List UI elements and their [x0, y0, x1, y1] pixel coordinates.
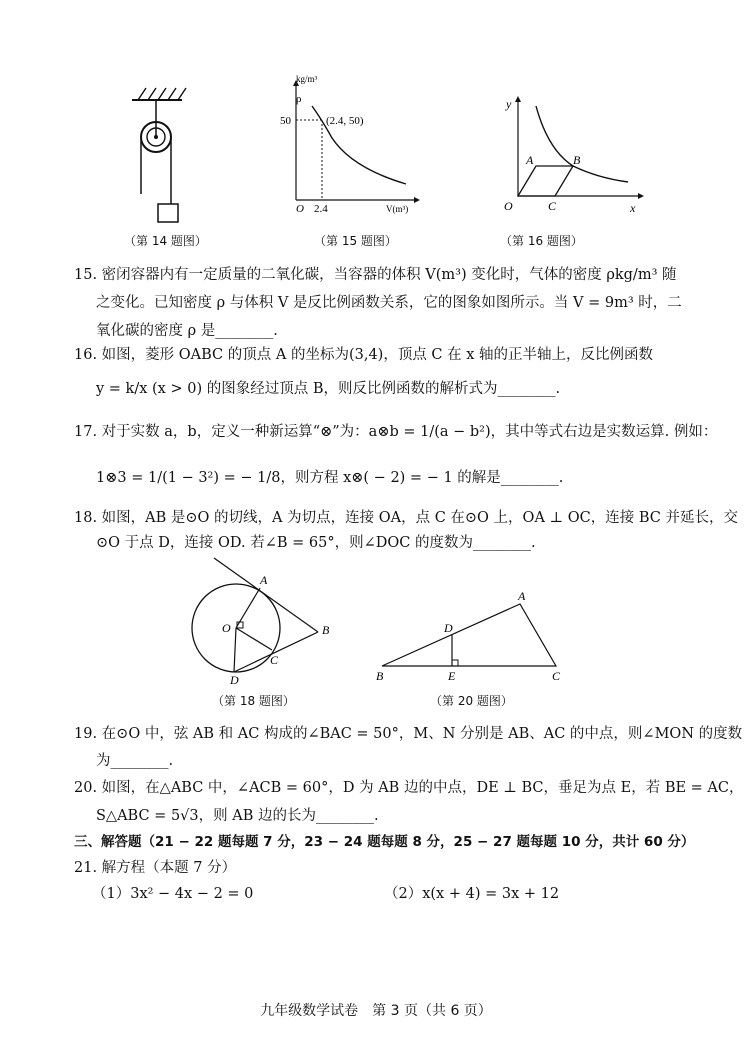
- fig15-caption: （第 15 题图）: [314, 234, 397, 248]
- fig18-c-label: C: [270, 653, 279, 667]
- fig15-point-label: (2.4, 50): [326, 115, 364, 127]
- fig16-c-label: C: [548, 199, 557, 213]
- fig16-b-label: B: [573, 153, 581, 167]
- fig18-d-label: D: [230, 673, 239, 687]
- q17-line1: 17. 对于实数 a，b，定义一种新运算“⊗”为：a⊗b = 1/(a − b²)，其中等式右边是实数运算. 例如：: [74, 424, 718, 440]
- q18-line1: 18. 如图，AB 是⊙O 的切线，A 为切点，连接 OA，点 C 在⊙O 上，OA ⊥ OC，连接 BC 并延长，交: [74, 510, 738, 526]
- q16-line1: 16. 如图，菱形 OABC 的顶点 A 的坐标为(3,4)，顶点 C 在 x 轴的正半轴上，反比例函数: [74, 347, 654, 363]
- q15-line3: 氧化碳的密度 ρ 是________.: [96, 323, 278, 339]
- page-footer: 九年级数学试卷 第 3 页（共 6 页）: [260, 1003, 492, 1019]
- fig15-xunit-label: V(m³): [386, 204, 409, 214]
- fig15-unit-label: kg/m³: [296, 74, 318, 84]
- q20-line1: 20. 如图，在△ABC 中，∠ACB = 60°，D 为 AB 边的中点，DE ⊥ BC，垂足为点 E，若 BE = AC，: [74, 780, 744, 796]
- fig15-origin-label: O: [296, 203, 304, 215]
- fig20-triangle-diagram: [372, 588, 572, 688]
- fig18-caption: （第 18 题图）: [212, 694, 295, 708]
- fig18-o-label: O: [222, 621, 231, 635]
- fig14-caption: （第 14 题图）: [124, 234, 207, 248]
- fig16-rhombus-graph: [498, 92, 648, 222]
- fig18-b-label: B: [322, 623, 330, 637]
- fig16-y-label: y: [506, 97, 512, 111]
- fig20-e-label: E: [448, 669, 456, 683]
- q21-part2: （2）x(x + 4) = 3x + 12: [384, 886, 560, 902]
- q21-title: 21. 解方程（本题 7 分）: [74, 860, 237, 876]
- fig20-b-label: B: [376, 669, 384, 683]
- section-3-heading: 三、解答题（21 − 22 题每题 7 分，23 − 24 题每题 8 分，25 − 27 题每题 10 分，共计 60 分）: [74, 834, 695, 850]
- q19-line2: 为________.: [96, 753, 174, 769]
- q16-line2: y = k/x (x > 0) 的图象经过顶点 B，则反比例函数的解析式为________.: [96, 381, 561, 397]
- fig15-rho-label: ρ: [296, 93, 302, 105]
- q20-line2: S△ABC = 5√3，则 AB 边的长为________.: [96, 808, 379, 824]
- q17-line2: 1⊗3 = 1/(1 − 3²) = − 1/8，则方程 x⊗( − 2) = − 1 的解是________.: [96, 470, 564, 486]
- fig16-a-label: A: [526, 153, 534, 167]
- fig20-a-label: A: [518, 589, 526, 603]
- fig16-o-label: O: [504, 199, 513, 213]
- q21-part1: （1）3x² − 4x − 2 = 0: [92, 886, 254, 902]
- fig20-c-label: C: [552, 669, 561, 683]
- fig16-caption: （第 16 题图）: [500, 234, 583, 248]
- fig15-y50-label: 50: [280, 115, 291, 127]
- q18-line2: ⊙O 于点 D，连接 OD. 若∠B = 65°，则∠DOC 的度数为________.: [96, 535, 536, 551]
- fig14-pulley-diagram: [120, 82, 200, 232]
- fig16-x-label: x: [630, 201, 636, 215]
- q15-line1: 15. 密闭容器内有一定质量的二氧化碳，当容器的体积 V(m³) 变化时，气体的密度 ρkg/m³ 随: [74, 267, 677, 283]
- fig15-density-graph: [282, 72, 422, 222]
- fig18-circle-tangent-diagram: [180, 554, 340, 689]
- fig20-caption: （第 20 题图）: [430, 694, 513, 708]
- q15-line2: 之变化。已知密度 ρ 与体积 V 是反比例函数关系，它的图象如图所示。当 V = 9m³ 时，二: [96, 295, 682, 311]
- fig15-x24-label: 2.4: [314, 203, 328, 215]
- fig18-a-label: A: [260, 573, 268, 587]
- fig20-d-label: D: [444, 621, 453, 635]
- q19-line1: 19. 在⊙O 中，弦 AB 和 AC 构成的∠BAC = 50°，M、N 分别是 AB、AC 的中点，则∠MON 的度数: [74, 726, 743, 742]
